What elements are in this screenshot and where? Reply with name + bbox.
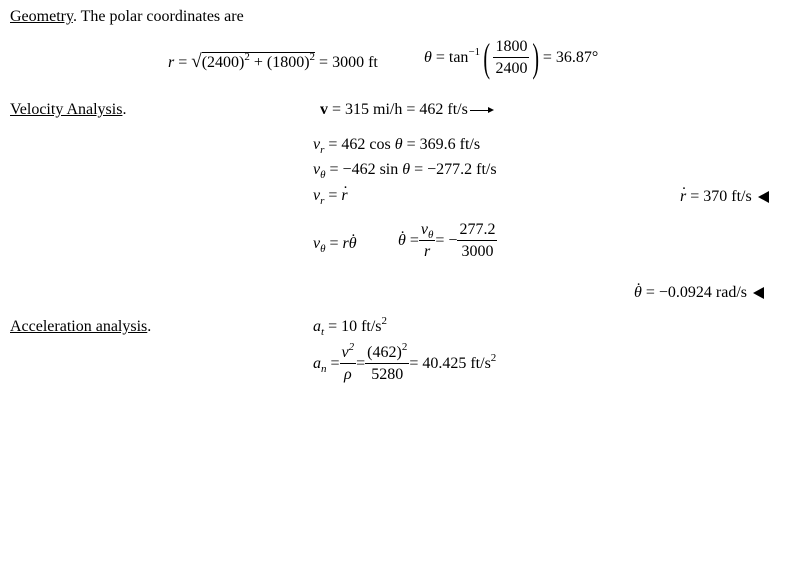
thetadot-den1: r bbox=[419, 240, 436, 260]
left-paren: ( bbox=[483, 35, 491, 80]
theta-result: = 36.87° bbox=[542, 49, 599, 66]
vr2-subscript: r bbox=[320, 195, 325, 207]
r-result: = 3000 ft bbox=[315, 54, 378, 71]
thetadot-result-value: = −0.0924 rad/s bbox=[641, 284, 748, 301]
vtheta2-variable: v bbox=[313, 235, 321, 252]
an-rhs: = 40.425 ft/s bbox=[409, 355, 491, 372]
thetadot-result-var: θ . bbox=[634, 285, 642, 301]
an-variable: a bbox=[313, 355, 321, 372]
thetadot-mid: = − bbox=[435, 232, 458, 249]
thetadot-num2: 277.2 bbox=[459, 221, 496, 238]
vtheta-rhs-b: = −277.2 ft/s bbox=[410, 161, 497, 178]
geometry-intro: . The polar coordinates are bbox=[72, 8, 244, 25]
vtheta2-r: r bbox=[342, 235, 349, 252]
at-line bbox=[313, 315, 388, 338]
vr-rhs-a: = 462 cos bbox=[324, 136, 395, 153]
theta-tan-exponent: −1 bbox=[468, 46, 481, 58]
answer-marker-icon bbox=[753, 287, 764, 299]
thetadot-num1 bbox=[419, 222, 436, 240]
vtheta-rhs-a: = −462 sin bbox=[325, 161, 403, 178]
at-subscript: t bbox=[321, 326, 325, 338]
an-equals: = bbox=[326, 355, 340, 372]
thetadot-symbol: θ . bbox=[349, 236, 357, 252]
vr2-equals: = bbox=[324, 187, 342, 204]
r-plus: + bbox=[249, 54, 267, 71]
velocity-heading-line bbox=[10, 102, 126, 118]
r-equation bbox=[168, 52, 378, 71]
vtheta-subscript: θ bbox=[320, 169, 326, 181]
r-term-b-exponent: 2 bbox=[309, 51, 316, 63]
r-term-a-exponent: 2 bbox=[244, 51, 250, 63]
rdot-result bbox=[680, 189, 769, 205]
acceleration-heading-suffix: . bbox=[147, 318, 152, 335]
an-fraction-1 bbox=[340, 341, 357, 383]
vtheta-theta: θ bbox=[402, 161, 411, 178]
answer-marker-icon bbox=[758, 191, 769, 203]
at-exponent: 2 bbox=[381, 315, 388, 327]
rdot-result-value: = 370 ft/s bbox=[686, 188, 752, 205]
vr-rhs-b: = 369.6 ft/s bbox=[402, 136, 481, 153]
an-num1-exponent: 2 bbox=[348, 341, 355, 353]
vr-line bbox=[313, 136, 481, 156]
an-num1-v: v bbox=[341, 344, 349, 361]
right-paren: ) bbox=[532, 35, 540, 80]
velocity-heading-suffix: . bbox=[122, 101, 127, 118]
an-num2-value: (462) bbox=[367, 344, 402, 361]
thetadot-num1-sub: θ bbox=[428, 229, 434, 241]
v-vector: v bbox=[320, 101, 328, 118]
an-den1: ρ bbox=[340, 363, 357, 383]
acceleration-heading: Acceleration analysis bbox=[10, 318, 148, 335]
geometry-heading-line bbox=[10, 9, 244, 25]
vr2-variable: v bbox=[313, 187, 321, 204]
r-variable: r bbox=[168, 54, 175, 71]
at-rhs: = 10 ft/s bbox=[324, 318, 382, 335]
an-fraction-2 bbox=[365, 341, 409, 383]
sqrt-sign: √ bbox=[191, 51, 202, 72]
thetadot-den2: 3000 bbox=[457, 240, 497, 260]
vtheta-line bbox=[313, 161, 497, 181]
vtheta2-subscript: θ bbox=[320, 243, 326, 255]
v-line-rhs: = 315 mi/h = 462 ft/s bbox=[328, 101, 468, 118]
vtheta2-equals: = bbox=[325, 235, 343, 252]
vtheta-rthetadot-line bbox=[313, 235, 357, 255]
theta-variable: θ bbox=[424, 49, 432, 66]
thetadot-equals: = bbox=[405, 232, 419, 249]
vr-theta: θ bbox=[394, 136, 403, 153]
geometry-heading: Geometry bbox=[10, 8, 73, 25]
r-equals: = bbox=[174, 54, 192, 71]
theta-numerator: 1800 bbox=[495, 38, 528, 55]
rdot-result-var: r . bbox=[680, 189, 686, 205]
vr-rdot-line bbox=[313, 187, 348, 207]
vtheta-variable: v bbox=[313, 161, 321, 178]
theta-tan: = tan bbox=[431, 49, 469, 66]
thetadot-result bbox=[634, 285, 764, 301]
thetadot-num1-v: v bbox=[420, 221, 428, 238]
an-num2 bbox=[365, 341, 409, 363]
velocity-heading: Velocity Analysis bbox=[10, 101, 123, 118]
sqrt-radicand bbox=[202, 52, 315, 71]
an-line bbox=[313, 341, 497, 383]
r-term-a: (2400) bbox=[201, 54, 245, 71]
acceleration-heading-line bbox=[10, 319, 151, 335]
an-equals-2: = bbox=[356, 355, 366, 372]
vr-variable: v bbox=[313, 136, 321, 153]
an-den2: 5280 bbox=[365, 363, 409, 383]
an-rhs-exponent: 2 bbox=[490, 352, 497, 364]
an-num2-exponent: 2 bbox=[401, 341, 408, 353]
rdot-symbol: r . bbox=[341, 188, 347, 204]
v-line bbox=[320, 102, 494, 118]
vr-subscript: r bbox=[320, 144, 325, 156]
thetadot-equation bbox=[398, 222, 497, 260]
thetadot-lhs: θ . bbox=[398, 233, 406, 249]
right-arrow-icon bbox=[470, 106, 494, 114]
theta-equation bbox=[424, 35, 599, 80]
r-term-b: (1800) bbox=[266, 54, 310, 71]
theta-fraction bbox=[493, 39, 529, 77]
an-result bbox=[409, 352, 497, 372]
an-num1 bbox=[340, 341, 357, 363]
an-subscript: n bbox=[321, 363, 327, 375]
theta-denominator: 2400 bbox=[493, 57, 529, 77]
thetadot-fraction-2 bbox=[457, 222, 497, 260]
thetadot-fraction-1 bbox=[419, 222, 436, 260]
at-variable: a bbox=[313, 318, 321, 335]
